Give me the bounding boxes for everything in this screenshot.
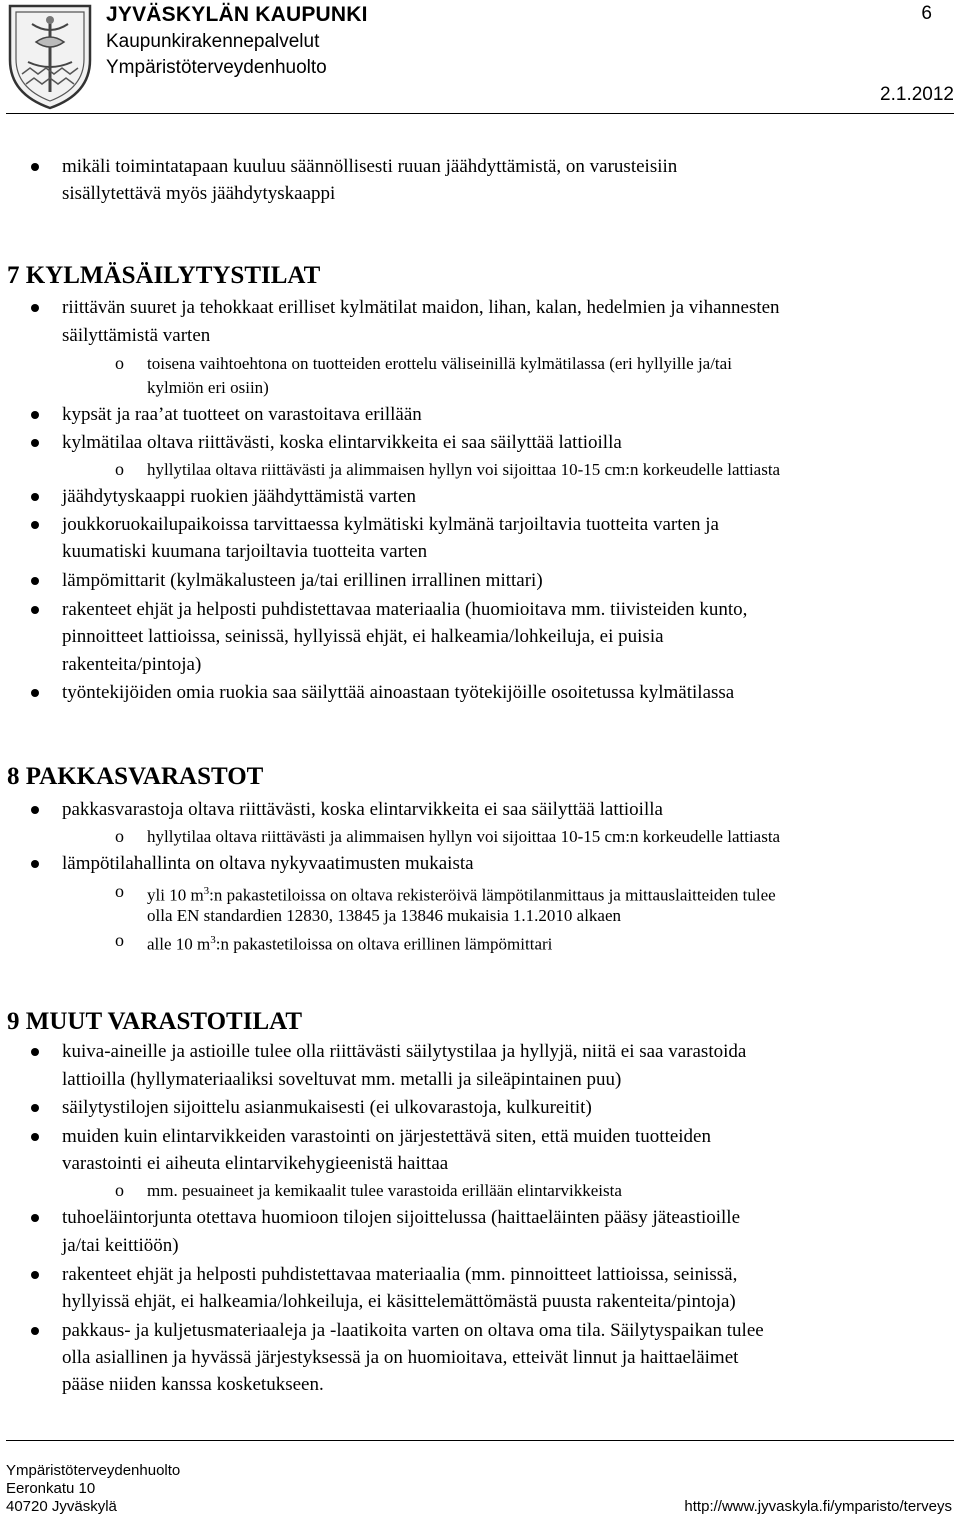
sub-list-item: toisena vaihtoehtona on tuotteiden erottelu väliseinillä kylmätilassa (eri hyllyille ja/tai: [147, 354, 732, 373]
list-item: tuhoeläintorjunta otettava huomioon tilojen sijoittelussa (haittaeläinten pääsy jäteastioille: [62, 1207, 741, 1228]
sub-list-text: :n pakastetiloissa on oltava erillinen lämpömittari: [215, 934, 553, 954]
sub-list-item: mm. pesuaineet ja kemikaalit tulee varastoida erillään elintarvikkeista: [147, 1181, 622, 1200]
sub-list-item: kylmiön eri osiin): [147, 378, 269, 397]
bullet-icon: [31, 1214, 39, 1222]
sub-list-item: hyllytilaa oltava riittävästi ja alimmaisen hyllyn voi sijoittaa 10-15 cm:n korkeudelle lattiasta: [147, 460, 781, 479]
list-item: jäähdytyskaappi ruokien jäähdyttämistä varten: [62, 486, 417, 507]
bullet-icon: [31, 493, 39, 501]
list-item: sisällytettävä myös jäähdytyskaappi: [62, 183, 336, 204]
sub-list-text: alle 10 m: [147, 934, 211, 954]
list-item: rakenteita/pintoja): [62, 654, 202, 675]
list-item: rakenteet ehjät ja helposti puhdistettavaa materiaalia (mm. pinnoitteet lattioissa, seinissä,: [62, 1264, 738, 1285]
bullet-icon: [31, 1133, 39, 1141]
document-date: 2.1.2012: [880, 84, 954, 105]
department-name: Kaupunkirakennepalvelut: [106, 31, 320, 52]
bullet-icon: [31, 521, 39, 529]
sub-bullet-marker: o: [115, 930, 124, 950]
superscript: 3: [210, 934, 216, 946]
sub-list-text: :n pakastetiloissa on oltava rekisteröivä lämpötilanmittaus ja mittauslaitteiden tulee: [209, 885, 776, 905]
list-item: kypsät ja raa’at tuotteet on varastoitava erillään: [62, 404, 422, 425]
list-item: mikäli toimintatapaan kuuluu säännöllisesti ruuan jäähdyttämistä, on varusteisiin: [62, 156, 678, 177]
section-heading: 7 KYLMÄSÄILYTYSTILAT: [7, 262, 321, 289]
bullet-icon: [31, 806, 39, 814]
footer-website-link[interactable]: http://www.jyvaskyla.fi/ymparisto/terveys: [684, 1498, 952, 1515]
list-item: säilytystilojen sijoittelu asianmukaisesti (ei ulkovarastoja, kulkureitit): [62, 1097, 592, 1118]
unit-name: Ympäristöterveydenhuolto: [106, 57, 327, 78]
sub-list-item: [147, 929, 552, 956]
bullet-icon: [31, 304, 39, 312]
city-crest-icon: [6, 2, 94, 112]
sub-bullet-marker: o: [115, 826, 124, 846]
list-item: muiden kuin elintarvikkeiden varastointi on järjestettävä siten, että muiden tuotteiden: [62, 1126, 711, 1147]
list-item: lattioilla (hyllymateriaaliksi soveltuvat mm. metalli ja sileäpintainen puu): [62, 1069, 622, 1090]
list-item: ja/tai keittiöön): [62, 1235, 179, 1256]
bullet-icon: [31, 577, 39, 585]
page-number: 6: [921, 3, 932, 24]
list-item: lämpötilahallinta on oltava nykyvaatimusten mukaista: [62, 853, 474, 874]
section-heading: 9 MUUT VARASTOTILAT: [7, 1008, 302, 1035]
sub-bullet-marker: o: [115, 459, 124, 479]
bullet-icon: [31, 689, 39, 697]
list-item: rakenteet ehjät ja helposti puhdistettavaa materiaalia (huomioitava mm. tiivisteiden kunto,: [62, 599, 748, 620]
list-item: kuumatiski kuumana tarjoiltavia tuotteita varten: [62, 541, 428, 562]
bullet-icon: [31, 1327, 39, 1335]
bullet-icon: [31, 411, 39, 419]
list-item: olla asiallinen ja hyvässä järjestyksessä ja on huomioitava, etteivät linnut ja haittaeläimet: [62, 1347, 739, 1368]
sub-bullet-marker: o: [115, 1180, 124, 1200]
page-header: [0, 0, 960, 115]
list-item: pakkaus- ja kuljetusmateriaaleja ja -laatikoita varten on oltava oma tila. Säilytyspaikan tulee: [62, 1320, 764, 1341]
list-item: kuiva-aineille ja astioille tulee olla riittävästi säilytystilaa ja hyllyjä, niitä ei saa varastoida: [62, 1041, 747, 1062]
list-item: kylmätilaa oltava riittävästi, koska elintarvikkeita ei saa säilyttää lattioilla: [62, 432, 622, 453]
footer-street: Eeronkatu 10: [6, 1480, 96, 1497]
list-item: riittävän suuret ja tehokkaat erilliset kylmätilat maidon, lihan, kalan, hedelmien ja vihannesten: [62, 297, 780, 318]
list-item: säilyttämistä varten: [62, 325, 211, 346]
sub-list-item: [147, 880, 776, 907]
bullet-icon: [31, 606, 39, 614]
sub-bullet-marker: o: [115, 881, 124, 901]
bullet-icon: [31, 1048, 39, 1056]
organization-name: JYVÄSKYLÄN KAUPUNKI: [106, 3, 368, 26]
header-divider: [6, 113, 954, 114]
footer-divider: [6, 1440, 954, 1441]
superscript: 3: [203, 885, 210, 897]
sub-list-item: olla EN standardien 12830, 13845 ja 13846 mukaisia 1.1.2010 alkaen: [147, 906, 622, 925]
footer-postal: 40720 Jyväskylä: [6, 1498, 117, 1515]
list-item: lämpömittarit (kylmäkalusteen ja/tai erillinen irrallinen mittari): [62, 570, 543, 591]
section-heading: 8 PAKKASVARASTOT: [7, 763, 264, 790]
list-item: pakkasvarastoja oltava riittävästi, koska elintarvikkeita ei saa säilyttää lattioilla: [62, 799, 663, 820]
bullet-icon: [31, 439, 39, 447]
list-item: joukkoruokailupaikoissa tarvittaessa kylmätiski kylmänä tarjoiltavia tuotteita varten ja: [62, 514, 719, 535]
list-item: pinnoitteet lattioissa, seinissä, hyllyissä ehjät, ei halkeamia/lohkeiluja, ei puisia: [62, 626, 664, 647]
bullet-icon: [31, 1104, 39, 1112]
bullet-icon: [31, 1271, 39, 1279]
bullet-icon: [31, 163, 39, 171]
footer-unit: Ympäristöterveydenhuolto: [6, 1462, 181, 1479]
list-item: työntekijöiden omia ruokia saa säilyttää ainoastaan työtekijöille osoitetussa kylmätilassa: [62, 682, 735, 703]
sub-list-text: yli 10 m: [147, 885, 204, 905]
list-item: pääse niiden kanssa kosketukseen.: [62, 1374, 324, 1395]
sub-bullet-marker: o: [115, 353, 124, 373]
list-item: hyllyissä ehjät, ei halkeamia/lohkeiluja, ei käsittelemättömästä puusta rakenteita/pintoja): [62, 1291, 736, 1312]
sub-list-item: hyllytilaa oltava riittävästi ja alimmaisen hyllyn voi sijoittaa 10-15 cm:n korkeudelle lattiasta: [147, 827, 781, 846]
bullet-icon: [31, 860, 39, 868]
list-item: varastointi ei aiheuta elintarvikehygieenistä haittaa: [62, 1153, 449, 1174]
